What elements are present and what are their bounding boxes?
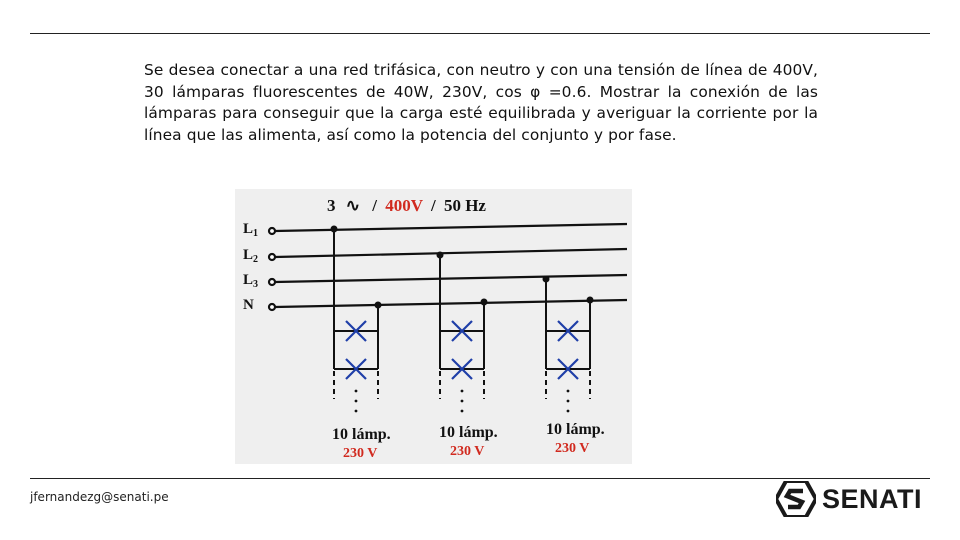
diagram-title: 3 ∿ / 400V / 50 Hz (327, 196, 486, 215)
terminal-n (269, 304, 275, 310)
group-1-count: 10 lámp. (332, 426, 391, 443)
terminal-l1 (269, 228, 275, 234)
diagram-voltage: 400V (385, 196, 423, 215)
footer-email: jfernandezg@senati.pe (30, 490, 169, 504)
label-l1: $L_1$ (243, 221, 259, 239)
lamp-group-3 (544, 277, 593, 413)
terminal-l3 (269, 279, 275, 285)
bottom-divider (30, 478, 930, 479)
senati-wordmark: SENATI (822, 483, 923, 514)
three-phase-diagram (235, 189, 632, 464)
diagram-frequency: 50 Hz (443, 196, 486, 215)
bus-l3 (275, 275, 627, 282)
senati-emblem-icon (776, 481, 816, 517)
problem-statement: Se desea conectar a una red trifásica, con neutro y con una tensión de línea de 400V, 30 lámparas fluorescentes de 40W, 230V, cos φ =0.6. Mostrar la conexión de las lámparas para conseguir que la carga esté equilibrada y averiguar la corriente por la línea que las alimenta, así como la potencia del conjunto y por fase. (144, 61, 818, 144)
senati-logo (776, 481, 922, 517)
label-n: N (243, 297, 254, 313)
group-1-voltage: 230 V (343, 446, 378, 461)
terminal-l2 (269, 254, 275, 260)
bus-l1 (275, 224, 627, 231)
group-3-count: 10 lámp. (546, 421, 605, 438)
label-l3: $L_3$ (243, 272, 259, 290)
group-3-voltage: 230 V (555, 441, 590, 456)
label-l2: $L_2$ (243, 247, 259, 265)
group-2-count: 10 lámp. (439, 424, 498, 441)
lamp-group-2 (438, 253, 487, 413)
bus-n (275, 300, 627, 307)
top-divider (30, 33, 930, 34)
sine-wave-icon: ∿ (345, 196, 360, 215)
bus-l2 (275, 249, 627, 257)
group-2-voltage: 230 V (450, 444, 485, 459)
